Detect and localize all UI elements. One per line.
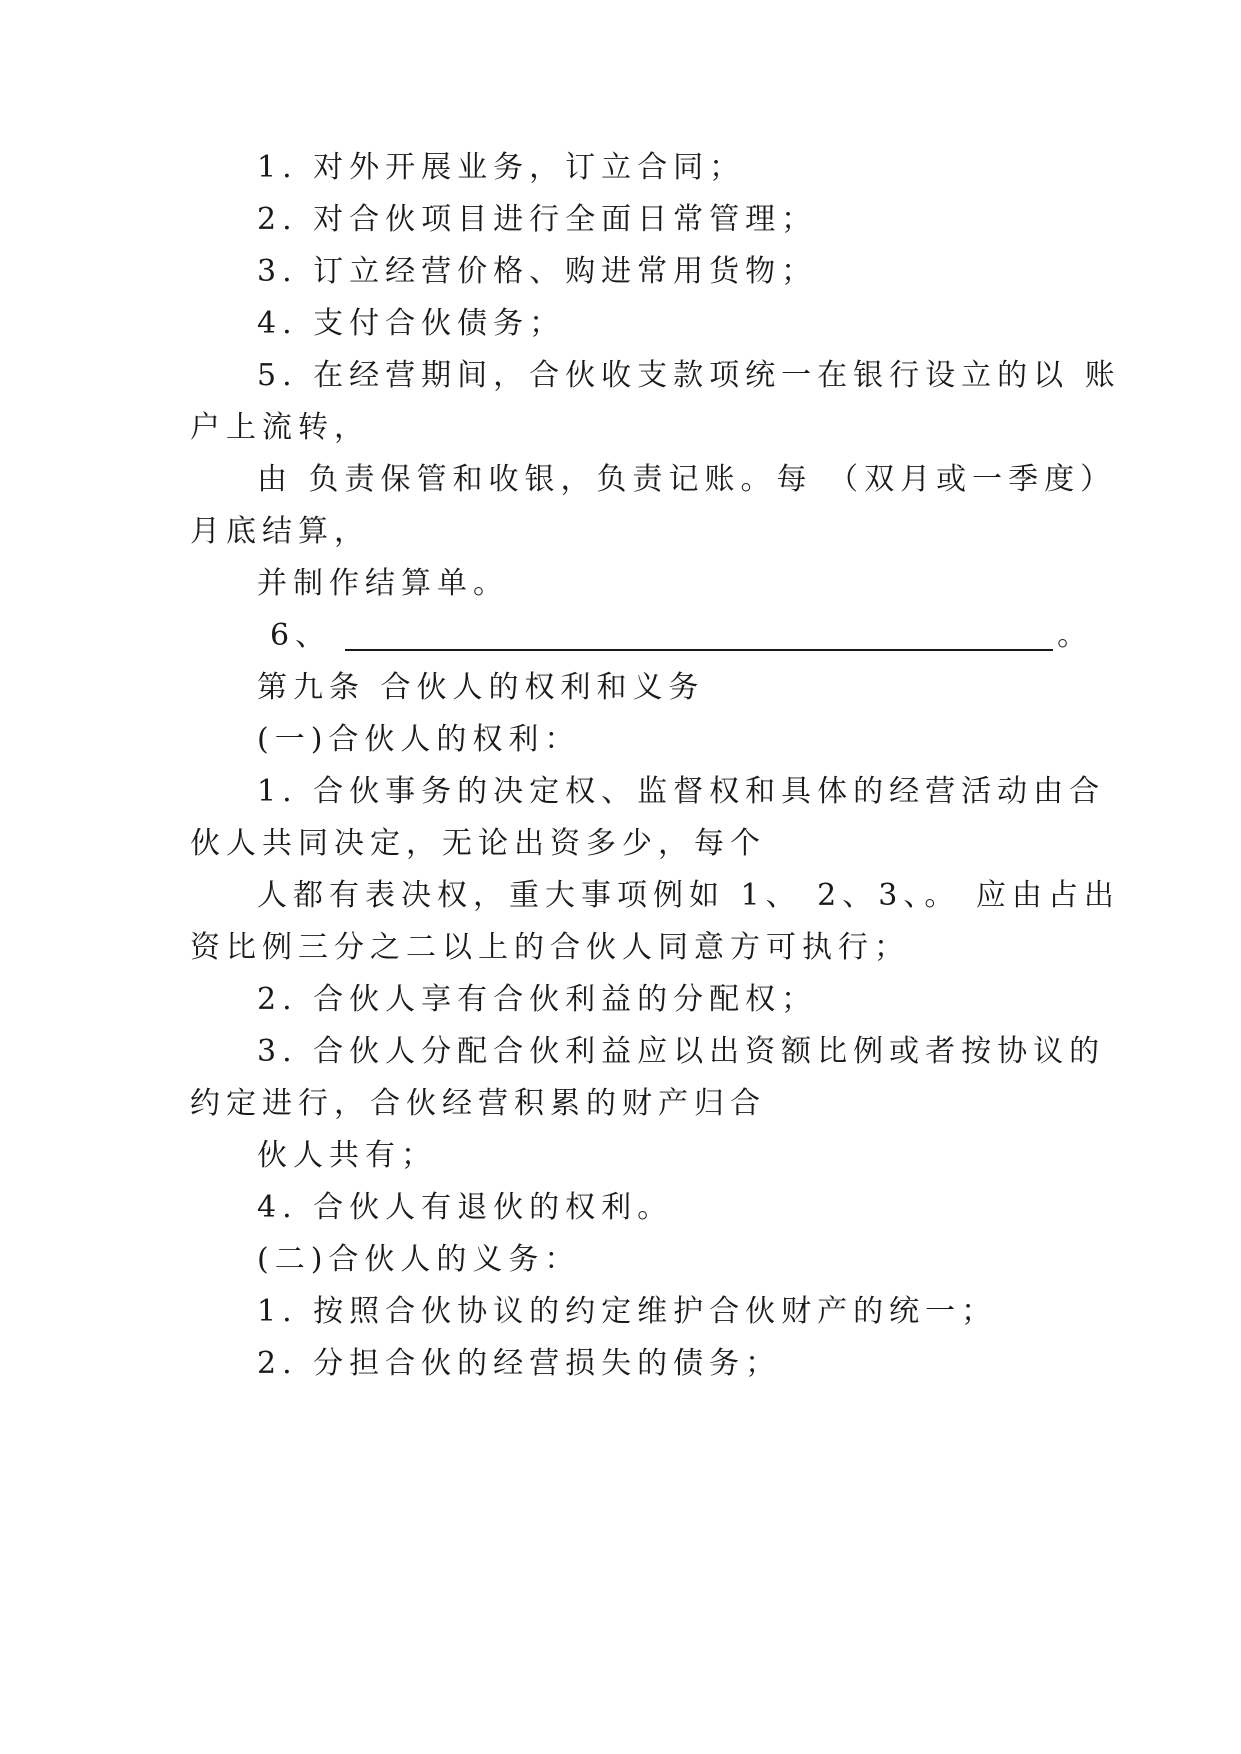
list-item-1: 1. 对外开展业务，订立合同；	[257, 150, 746, 185]
article-heading: 第九条 合伙人的权利和义务	[257, 670, 705, 705]
list-item-3-continued: 约定进行，合伙经营积累的财产归合	[190, 1086, 766, 1121]
paragraph-line-continued: 月底结算，	[190, 514, 370, 549]
paragraph-line: 由 负责保管和收银，负责记账。每 （双月或一季度）	[257, 462, 1117, 497]
list-item-4: 4. 合伙人有退伙的权利。	[257, 1190, 674, 1225]
list-item-6-number: 6、	[270, 618, 332, 653]
list-item-2: 2. 合伙人享有合伙利益的分配权；	[257, 982, 818, 1017]
list-item-1-continued: 资比例三分之二以上的合伙人同意方可执行；	[190, 930, 910, 965]
section-heading: (二)合伙人的义务：	[257, 1242, 581, 1277]
list-item-3: 3. 合伙人分配合伙利益应以出资额比例或者按协议的	[257, 1034, 1106, 1069]
list-item-1-continued: 伙人共同决定，无论出资多少，每个	[190, 826, 766, 861]
list-item-1-continued: 人都有表决权，重大事项例如 1、 2、3、。 应由占出	[257, 878, 1120, 913]
list-item-1: 1. 按照合伙协议的约定维护合伙财产的统一；	[257, 1294, 998, 1329]
list-item-6-end: 。	[1057, 618, 1094, 653]
blank-fill-line	[345, 649, 1053, 651]
list-item-6	[270, 616, 1093, 656]
paragraph-line: 并制作结算单。	[257, 566, 509, 601]
list-item-5: 5. 在经营期间，合伙收支款项统一在银行设立的以 账	[257, 358, 1121, 393]
list-item-1: 1. 合伙事务的决定权、监督权和具体的经营活动由合	[257, 774, 1106, 809]
list-item-2: 2. 分担合伙的经营损失的债务；	[257, 1346, 782, 1381]
list-item-5-continued: 户上流转，	[190, 410, 370, 445]
list-item-3-continued: 伙人共有；	[257, 1138, 437, 1173]
list-item-3: 3. 订立经营价格、购进常用货物；	[257, 254, 818, 289]
list-item-4: 4. 支付合伙债务；	[257, 306, 566, 341]
section-heading: (一)合伙人的权利：	[257, 722, 581, 757]
list-item-2: 2. 对合伙项目进行全面日常管理；	[257, 202, 818, 237]
